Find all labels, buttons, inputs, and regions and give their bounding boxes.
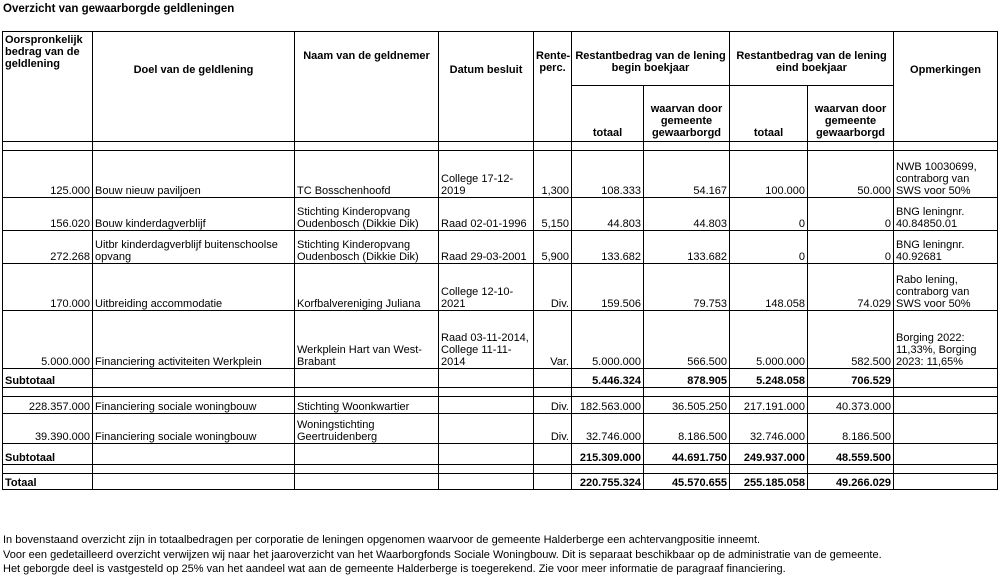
header-begin-waarvan: waarvan door gemeente gewaarborgd bbox=[644, 86, 730, 142]
table-row: 156.020 Bouw kinderdagverblijf Stichting Kinderopvang Oudenbosch (Dikkie Dik) Raad 02-01-1996 5,150 44.803 44.803 0 0 BNG leningnr. 40.84850.01 bbox=[3, 198, 998, 231]
footnotes bbox=[3, 533, 882, 577]
spacer-row bbox=[3, 465, 998, 474]
subtotal-row: Subtotaal 5.446.324 878.905 5.248.058 706.529 bbox=[3, 369, 998, 388]
table-row: 39.390.000 Financiering sociale woningbouw Woningstichting Geertruidenberg Div. 32.746.000 8.186.500 32.746.000 8.186.500 bbox=[3, 414, 998, 444]
table-row: 5.000.000 Financiering activiteiten Werkplein Werkplein Hart van West-Brabant Raad 03-11-2014, College 11-11-2014 Var. 5.000.000 566.500 5.000.000 582.500 Borging 2022: 11,33%, Borging 2023: 11,65% bbox=[3, 311, 998, 369]
table-row: 228.357.000 Financiering sociale woningbouw Stichting Woonkwartier Div. 182.563.000 36.505.250 217.191.000 40.373.000 bbox=[3, 397, 998, 414]
footnote: In bovenstaand overzicht zijn in totaalbedragen per corporatie de leningen opgenomen waarvoor de gemeente Halderberge een achtervangpositie inneemt. bbox=[3, 534, 761, 546]
table-row: 170.000 Uitbreiding accommodatie Korfbalvereniging Juliana College 12-10-2021 Div. 159.506 79.753 148.058 74.029 Rabo lening, contraborg van SWS voor 50% bbox=[3, 264, 998, 311]
header-eind-totaal: totaal bbox=[730, 86, 808, 142]
spacer-row bbox=[3, 142, 998, 151]
spacer-row bbox=[3, 388, 998, 397]
header-eind: Restantbedrag van de lening eind boekjaar bbox=[730, 32, 894, 86]
header-naam: Naam van de geldnemer bbox=[295, 32, 439, 142]
header-begin-totaal: totaal bbox=[572, 86, 644, 142]
total-row: Totaal 220.755.324 45.570.655 255.185.058 49.266.029 bbox=[3, 474, 998, 490]
header-datum: Datum besluit bbox=[439, 32, 534, 142]
guarantees-table bbox=[2, 31, 998, 490]
header-eind-waarvan: waarvan door gemeente gewaarborgd bbox=[808, 86, 894, 142]
table-row: 272.268 Uitbr kinderdagverblijf buitenschoolse opvang Stichting Kinderopvang Oudenbosch (Dikkie Dik) Raad 29-03-2001 5,900 133.682 133.682 0 0 BNG leningnr. 40.92681 bbox=[3, 231, 998, 264]
footnote: Het geborgde deel is vastgesteld op 25% van het aandeel wat aan de gemeente Halderberge is toegerekend. Zie voor meer informatie de paragraaf financiering. bbox=[3, 563, 786, 575]
header-rente: Rente-perc. bbox=[534, 32, 572, 142]
table-row: 125.000 Bouw nieuw paviljoen TC Bosschenhoofd College 17-12-2019 1,300 108.333 54.167 100.000 50.000 NWB 10030699, contraborg van SWS voor 50% bbox=[3, 151, 998, 198]
subtotal-row: Subtotaal 215.309.000 44.691.750 249.937.000 48.559.500 bbox=[3, 444, 998, 465]
header-begin: Restantbedrag van de lening begin boekjaar bbox=[572, 32, 730, 86]
header-doel: Doel van de geldlening bbox=[93, 32, 295, 142]
page-title: Overzicht van gewaarborgde geldleningen bbox=[3, 3, 235, 15]
footnote: Voor een gedetailleerd overzicht verwijzen wij naar het jaaroverzicht van het Waarborgfonds Sociale Woningbouw. Dit is separaat beschikbaar op de administratie van de gemeente. bbox=[3, 548, 882, 561]
header-orig: Oorspronkelijk bedrag van de geldlening bbox=[3, 32, 93, 142]
header-opm: Opmerkingen bbox=[894, 32, 998, 142]
